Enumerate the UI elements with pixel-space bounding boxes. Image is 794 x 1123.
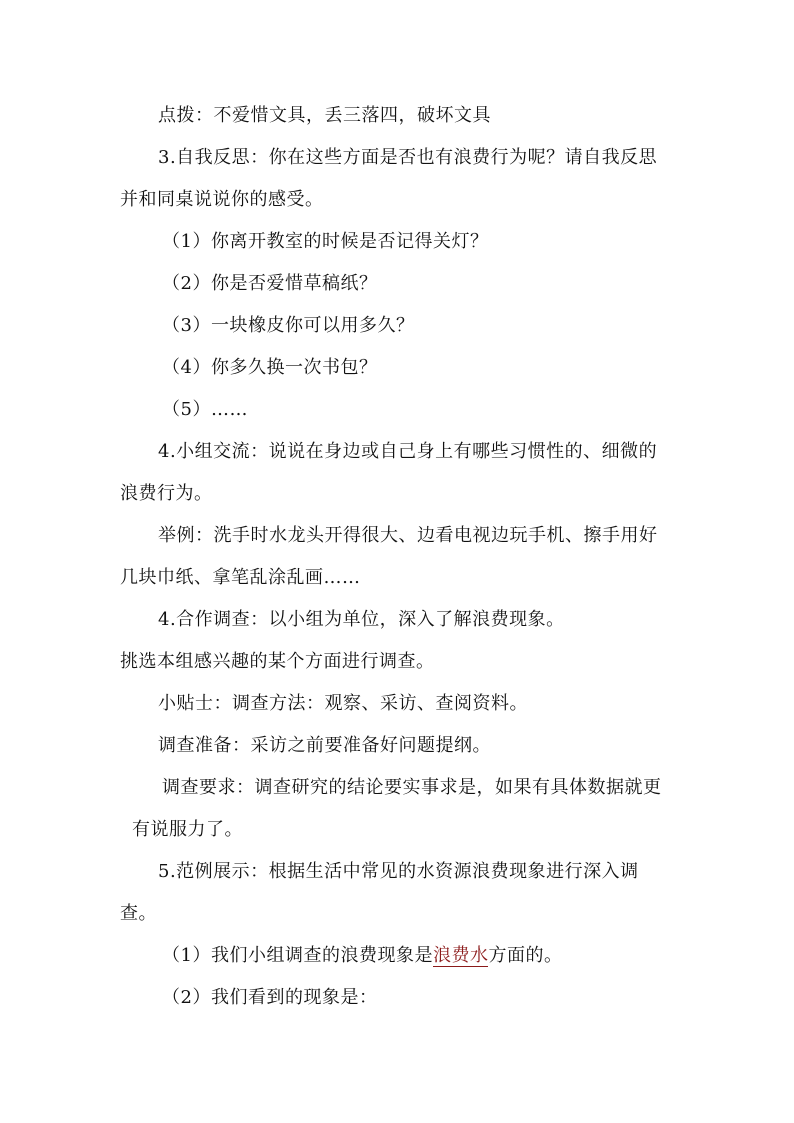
list-item-3: （3）一块橡皮你可以用多久？ [162,315,415,336]
paragraph-requirements: 调查要求：调查研究的结论要实事求是，如果有具体数据就更 [162,777,662,798]
paragraph-tips: 小贴士：调查方法：观察、采访、查阅资料。 [158,693,528,714]
list-item-4: （4）你多久换一次书包？ [162,357,378,378]
paragraph-self-reflection: 3.自我反思：你在这些方面是否也有浪费行为呢？请自我反思 [158,147,658,168]
survey-item-1-prefix: （1）我们小组调查的浪费现象是 [162,945,433,966]
paragraph-cooperative-survey: 4.合作调查：以小组为单位，深入了解浪费现象。 [158,609,565,630]
list-item-5: （5）…… [162,399,248,420]
paragraph-preparation: 调查准备：采访之前要准备好问题提纲。 [158,735,491,756]
list-item-1: （1）你离开教室的时候是否记得关灯？ [162,231,489,252]
paragraph-survey-choose: 挑选本组感兴趣的某个方面进行调查。 [120,651,435,672]
paragraph-self-reflection-cont: 并和同桌说说你的感受。 [120,189,324,210]
survey-item-1 [162,944,562,968]
paragraph-example-cont: 几块巾纸、拿笔乱涂乱画…… [120,567,361,588]
paragraph-example-display: 5.范例展示：根据生活中常见的水资源浪费现象进行深入调 [158,861,639,882]
survey-item-2: （2）我们看到的现象是： [162,987,378,1008]
paragraph-example-display-cont: 查。 [120,903,157,924]
survey-item-1-answer: 浪费水 [432,945,489,966]
paragraph-hint: 点拨：不爱惜文具，丢三落四，破坏文具 [158,105,491,126]
survey-item-1-suffix: 方面的。 [488,945,563,966]
paragraph-group-discussion: 4.小组交流：说说在身边或自己身上有哪些习惯性的、细微的 [158,441,658,462]
paragraph-example: 举例：洗手时水龙头开得很大、边看电视边玩手机、擦手用好 [158,525,658,546]
paragraph-requirements-cont: 有说服力了。 [132,819,243,840]
paragraph-group-discussion-cont: 浪费行为。 [120,483,213,504]
list-item-2: （2）你是否爱惜草稿纸？ [162,273,378,294]
